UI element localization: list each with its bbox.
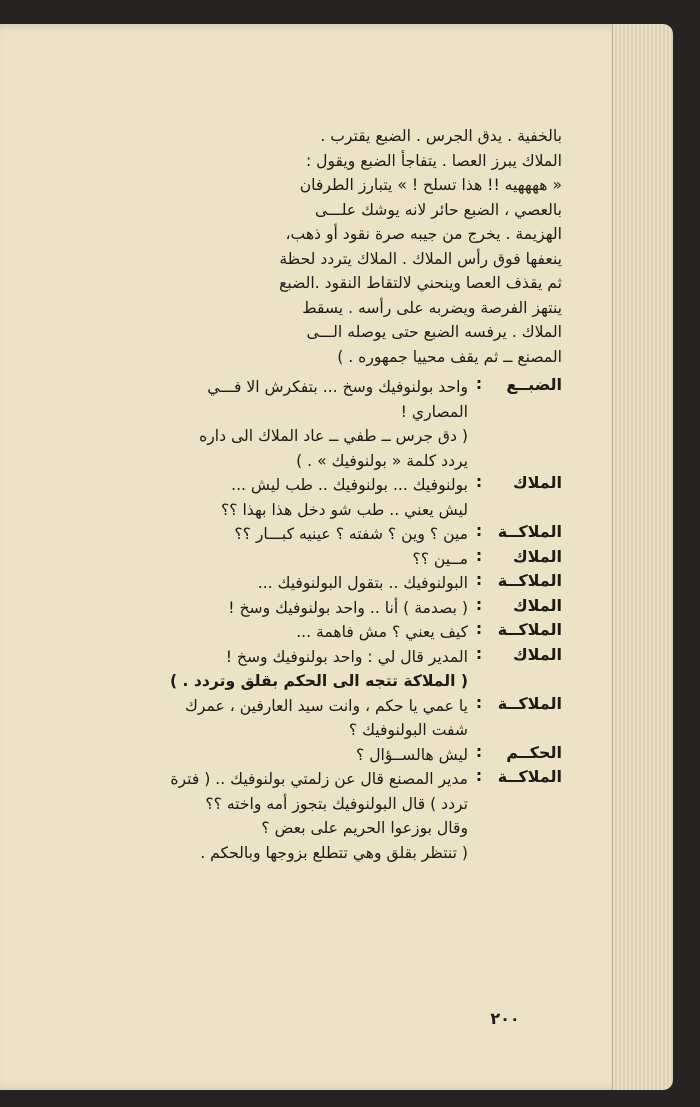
speaker-colon: : bbox=[475, 620, 483, 638]
dialogue-entry bbox=[30, 547, 562, 572]
speaker-colon bbox=[468, 669, 490, 694]
speaker-name: الملاك bbox=[512, 473, 562, 492]
dialogue-line: ليش يعني .. طب شو دخل هذا بهذا ؟؟ bbox=[220, 500, 468, 519]
dialogue-line: مين ؟ وين ؟ شفته ؟ عينيه كبـــار ؟؟ bbox=[234, 525, 468, 543]
dialogue-line: المصاري ! bbox=[400, 402, 468, 421]
dialogue-text bbox=[30, 645, 468, 670]
speaker-colon: : bbox=[475, 546, 483, 565]
dialogue-line: مــين ؟؟ bbox=[412, 549, 468, 568]
intro-line: ينعفها فوق رأس الملاك . الملاك يتردد لحظة bbox=[279, 249, 562, 268]
dialogue-entry bbox=[30, 694, 562, 743]
dialogue-text bbox=[30, 743, 468, 768]
intro-line: المصنع ــ ثم يقف محييا جمهوره . ) bbox=[337, 347, 562, 366]
speaker-name: الملاكــة bbox=[497, 767, 562, 786]
dialogue-line: البولنوفيك .. بتقول البولنوفيك ... bbox=[257, 574, 468, 592]
dialogue-text bbox=[30, 375, 468, 424]
dialogue-line: شفت البولنوفيك ؟ bbox=[348, 721, 468, 739]
dialogue-line: مدير المصنع قال عن زلمتي بولنوفيك .. ( فترة bbox=[170, 770, 468, 788]
dialogue-text bbox=[30, 473, 468, 522]
intro-line: ينتهز الفرصة ويضربه على رأسه . يسقط bbox=[302, 298, 562, 317]
dialogue-line: يردد كلمة « بولنوفيك » . ) bbox=[296, 451, 468, 470]
intro-line: الملاك يبرز العصا . يتفاجأ الضبع ويقول : bbox=[305, 151, 562, 170]
speaker-colon: : bbox=[475, 571, 483, 589]
intro-line: الملاك . يرفسه الضبع حتى يوصله الـــى bbox=[306, 323, 562, 341]
dialogue-line: كيف يعني ؟ مش فاهمة ... bbox=[296, 623, 468, 641]
stage-direction-intro bbox=[30, 124, 562, 369]
dialogue-text bbox=[30, 596, 468, 621]
intro-line: بالخفية . يدق الجرس . الضبع يقترب . bbox=[320, 127, 562, 145]
speaker-name bbox=[490, 669, 562, 694]
dialogue-entry bbox=[30, 571, 562, 596]
dialogue-text bbox=[30, 547, 468, 572]
dialogue-line: بولنوفيك ... بولنوفيك .. طب ليش ... bbox=[231, 476, 468, 494]
dialogue-entry bbox=[30, 841, 562, 866]
speaker-name bbox=[490, 841, 562, 866]
speaker-name: الملاك bbox=[512, 595, 562, 615]
speaker-name: الملاكــة bbox=[497, 522, 562, 541]
dialogue-entry bbox=[30, 424, 562, 473]
dialogue-line: يا عمي يا حكم ، وانت سيد العارفين ، عمرك bbox=[185, 696, 468, 715]
dialogue bbox=[30, 375, 562, 865]
dialogue-line: ( دق جرس ــ طفي ــ عاد الملاك الى داره bbox=[199, 427, 468, 445]
intro-line: الهزيمة . يخرج من جيبه صرة نقود أو ذهب، bbox=[285, 225, 562, 243]
dialogue-text bbox=[30, 620, 468, 645]
speaker-colon bbox=[468, 841, 490, 866]
intro-line: بالعصي ، الضبع حائر لانه يوشك علـــى bbox=[315, 200, 562, 219]
text-block bbox=[30, 124, 562, 865]
speaker-colon: : bbox=[475, 693, 483, 712]
dialogue-line: واحد بولنوفيك وسخ ... بتفكرش الا فـــي bbox=[207, 378, 468, 396]
speaker-colon: : bbox=[475, 473, 483, 491]
dialogue-line: تردد ) قال البولنوفيك بتجوز أمه واخته ؟؟ bbox=[205, 794, 468, 813]
dialogue-entry bbox=[30, 375, 562, 424]
page-content bbox=[0, 24, 628, 1090]
speaker-name: الملاك bbox=[512, 546, 562, 566]
dialogue-text bbox=[30, 522, 468, 547]
dialogue-text bbox=[30, 571, 468, 596]
speaker-name: الحكــم bbox=[506, 742, 562, 762]
dialogue-entry bbox=[30, 473, 562, 522]
dialogue-text bbox=[30, 424, 468, 473]
speaker-name: الملاكــة bbox=[497, 693, 562, 713]
dialogue-entry bbox=[30, 767, 562, 841]
page-number: ٢٠٠ bbox=[490, 1009, 520, 1028]
dialogue-line: ( الملاكة تتجه الى الحكم بقلق وتردد . ) bbox=[169, 672, 468, 690]
dialogue-text bbox=[30, 841, 468, 866]
dialogue-text bbox=[30, 669, 468, 694]
speaker-colon: : bbox=[475, 742, 483, 761]
dialogue-entry bbox=[30, 596, 562, 621]
speaker-name: الضبــع bbox=[506, 375, 562, 394]
dialogue-entry bbox=[30, 620, 562, 645]
dialogue-text bbox=[30, 694, 468, 743]
dialogue-line: المدير قال لي : واحد بولنوفيك وسخ ! bbox=[225, 647, 468, 666]
speaker-colon: : bbox=[475, 767, 483, 785]
speaker-colon bbox=[468, 424, 490, 473]
dialogue-entry bbox=[30, 645, 562, 670]
speaker-colon: : bbox=[475, 644, 483, 663]
dialogue-entry bbox=[30, 669, 562, 694]
intro-line: ثم يقذف العصا وينحني لالتقاط النقود .الضبع bbox=[279, 274, 562, 292]
dialogue-text bbox=[30, 767, 468, 841]
dialogue-entry bbox=[30, 522, 562, 547]
dialogue-line: وقال بوزعوا الحريم على بعض ؟ bbox=[261, 819, 468, 837]
speaker-name: الملاك bbox=[512, 644, 562, 664]
speaker-name: الملاكــة bbox=[497, 571, 562, 590]
speaker-colon: : bbox=[475, 595, 483, 614]
speaker-name: الملاكــة bbox=[497, 620, 562, 639]
dialogue-line: ( بصدمة ) أنا .. واحد بولنوفيك وسخ ! bbox=[228, 598, 468, 617]
dialogue-entry bbox=[30, 743, 562, 768]
dialogue-line: ليش هالســؤال ؟ bbox=[355, 745, 468, 764]
speaker-colon: : bbox=[475, 522, 483, 540]
speaker-colon: : bbox=[475, 375, 483, 393]
intro-line: « ههههيه !! هذا تسلح ! » يتبارز الطرفان bbox=[299, 176, 562, 194]
speaker-name bbox=[490, 424, 562, 473]
dialogue-line: ( تنتظر بقلق وهي تتطلع بزوجها وبالحكم . bbox=[200, 843, 468, 862]
